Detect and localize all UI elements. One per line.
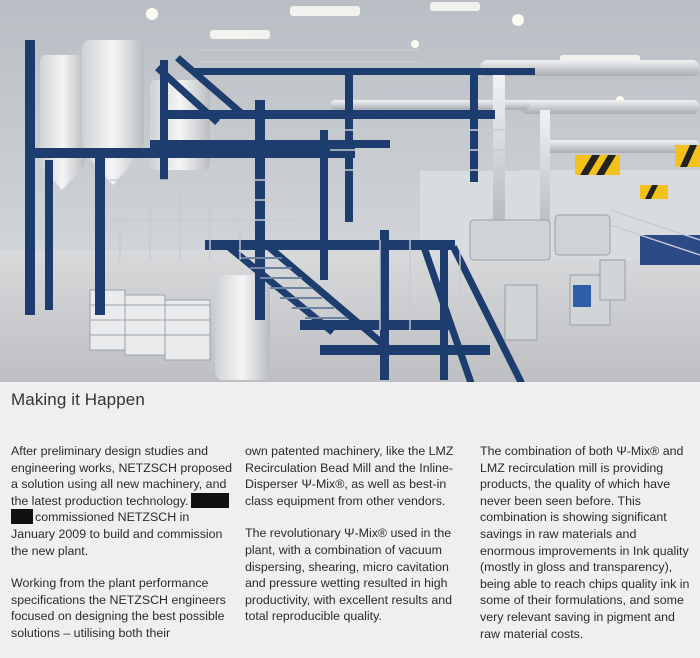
- paragraph-intro-text-b: commissioned NETZSCH in January 2009 to build and commission the new plant.: [11, 510, 223, 558]
- text-column-1: [11, 443, 233, 658]
- paragraph-machinery: own patented machinery, like the LMZ Recirculation Bead Mill and the Inline-Disperser Ψ-Mix®, as well as best-in class equipment from other vendors.: [245, 444, 454, 508]
- redaction-bar: [11, 509, 33, 524]
- redaction-bar: [191, 493, 229, 508]
- section-heading: Making it Happen: [11, 390, 145, 409]
- text-column-2: [245, 443, 467, 641]
- paragraph-intro: [11, 443, 233, 559]
- paragraph-intro-text-a: After preliminary design studies and engineering works, NETZSCH proposed a solution using all new machinery, and the latest production technology.: [11, 444, 233, 508]
- paragraph-psi-mix: The revolutionary Ψ-Mix® used in the plant, with a combination of vacuum dispersing, shearing, micro cavitation and pressure wetting resulted in high productivity, with excellent results and total reproducible quality.: [245, 526, 453, 624]
- paragraph-combination: The combination of both Ψ-Mix® and LMZ recirculation mill is providing products, the quality of which have never been seen before. This combination is showing significant savings in raw materials and enormous improvements in Ink quality (mostly in gloss and transparency), being able to reach chips quality ink in some of their formulations, and some very relevant saving in pigment and raw material costs.: [480, 444, 690, 641]
- text-column-3: [480, 443, 692, 658]
- paragraph-specifications: Working from the plant performance specifications the NETZSCH engineers focused on designing the best possible solutions – utilising both their: [11, 576, 226, 640]
